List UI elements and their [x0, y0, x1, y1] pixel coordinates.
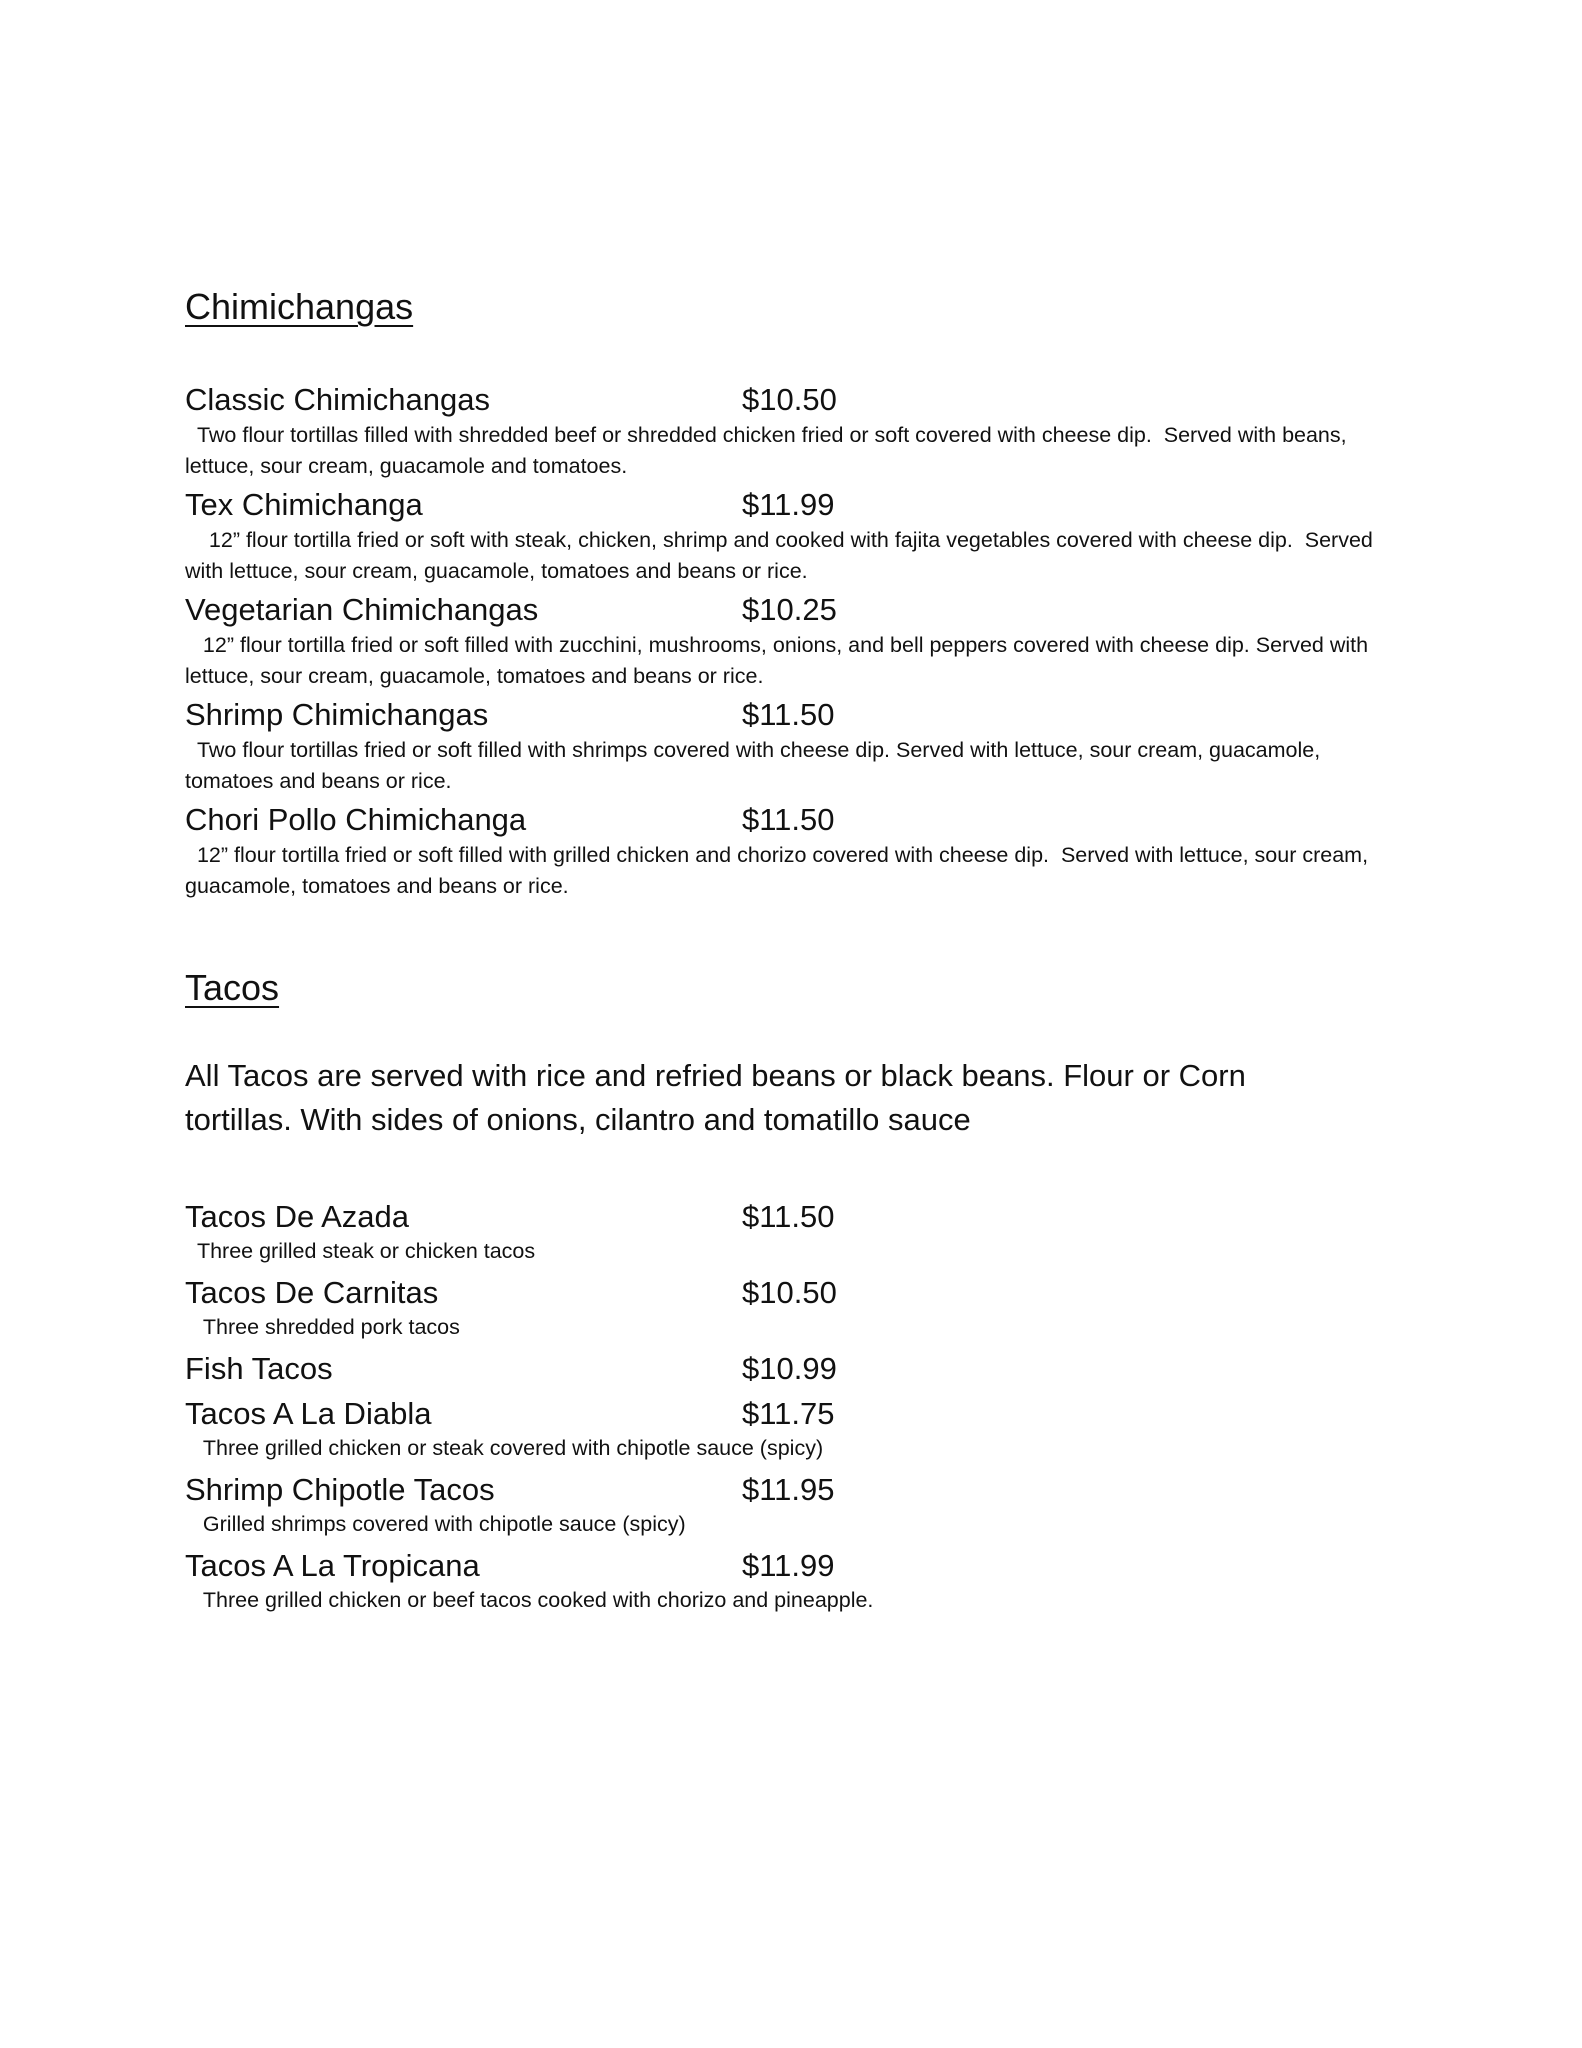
menu-item-price: $11.95: [742, 1472, 835, 1507]
menu-item-description: Two flour tortillas filled with shredded beef or shredded chicken fried or soft covered with cheese dip. Served with beans, lettuce, sour cream, guacamole and tomatoes.: [185, 423, 1353, 478]
menu-item-name: Classic Chimichangas: [185, 382, 490, 417]
menu-item-name: Chori Pollo Chimichanga: [185, 802, 527, 837]
menu-item-name: Tacos A La Tropicana: [185, 1548, 480, 1583]
menu-item-description: 12” flour tortilla fried or soft with steak, chicken, shrimp and cooked with fajita vegetables covered with cheese dip. Served with lettuce, sour cream, guacamole, tomatoes and beans or rice.: [185, 528, 1379, 583]
menu-item: [185, 1274, 1415, 1343]
menu-item-price: $11.50: [742, 697, 835, 732]
menu-item: [185, 1395, 1415, 1464]
menu-item: [185, 696, 1415, 797]
menu-item-price: $10.50: [742, 382, 837, 417]
menu-item-description: Three grilled chicken or steak covered with chipotle sauce (spicy): [185, 1436, 824, 1460]
tacos-intro: All Tacos are served with rice and refried beans or black beans. Flour or Corn tortillas. With sides of onions, cilantro and tomatillo sauce: [185, 1058, 1246, 1137]
menu-item-price: $10.99: [742, 1351, 837, 1386]
menu-item-price: $11.50: [742, 1199, 835, 1234]
menu-item-price: $10.25: [742, 592, 837, 627]
tacos-list: [185, 1198, 1415, 1616]
menu-item: [185, 591, 1415, 692]
menu-item-name: Fish Tacos: [185, 1351, 333, 1386]
menu-item-price: $11.75: [742, 1396, 835, 1431]
menu-item: [185, 486, 1415, 587]
menu-item-description: Two flour tortillas fried or soft filled with shrimps covered with cheese dip. Served with lettuce, sour cream, guacamole, tomatoes and beans or rice.: [185, 738, 1327, 793]
menu-item-description: Three shredded pork tacos: [185, 1315, 460, 1339]
menu-item-description: 12” flour tortilla fried or soft filled with grilled chicken and chorizo covered with cheese dip. Served with lettuce, sour cream, guacamole, tomatoes and beans or rice.: [185, 843, 1375, 898]
menu-item-name: Vegetarian Chimichangas: [185, 592, 539, 627]
menu-item: [185, 1198, 1415, 1267]
menu-item-price: $11.99: [742, 487, 835, 522]
menu-item-description: Three grilled chicken or beef tacos cooked with chorizo and pineapple.: [185, 1588, 874, 1612]
chimichangas-section-title: Chimichangas: [185, 286, 414, 327]
menu-page: [185, 285, 1415, 1623]
menu-item-name: Shrimp Chimichangas: [185, 697, 489, 732]
menu-item: [185, 381, 1415, 482]
menu-item: [185, 1350, 1415, 1388]
menu-item: [185, 1547, 1415, 1616]
menu-item-name: Shrimp Chipotle Tacos: [185, 1472, 495, 1507]
menu-item: [185, 1471, 1415, 1540]
menu-item-price: $11.99: [742, 1548, 835, 1583]
menu-item-description: Three grilled steak or chicken tacos: [185, 1239, 536, 1263]
menu-item-name: Tacos De Carnitas: [185, 1275, 439, 1310]
chimichangas-list: [185, 381, 1415, 902]
menu-item-price: $11.50: [742, 802, 835, 837]
menu-item-name: Tacos De Azada: [185, 1199, 410, 1234]
menu-item: [185, 801, 1415, 902]
menu-item-description: 12” flour tortilla fried or soft filled with zucchini, mushrooms, onions, and bell peppers covered with cheese dip. Served with lettuce, sour cream, guacamole, tomatoes and beans or rice.: [185, 633, 1375, 688]
tacos-section-title: Tacos: [185, 967, 280, 1008]
menu-item-name: Tacos A La Diabla: [185, 1396, 432, 1431]
menu-item-price: $10.50: [742, 1275, 837, 1310]
menu-item-description: Grilled shrimps covered with chipotle sauce (spicy): [185, 1512, 686, 1536]
menu-item-name: Tex Chimichanga: [185, 487, 423, 522]
